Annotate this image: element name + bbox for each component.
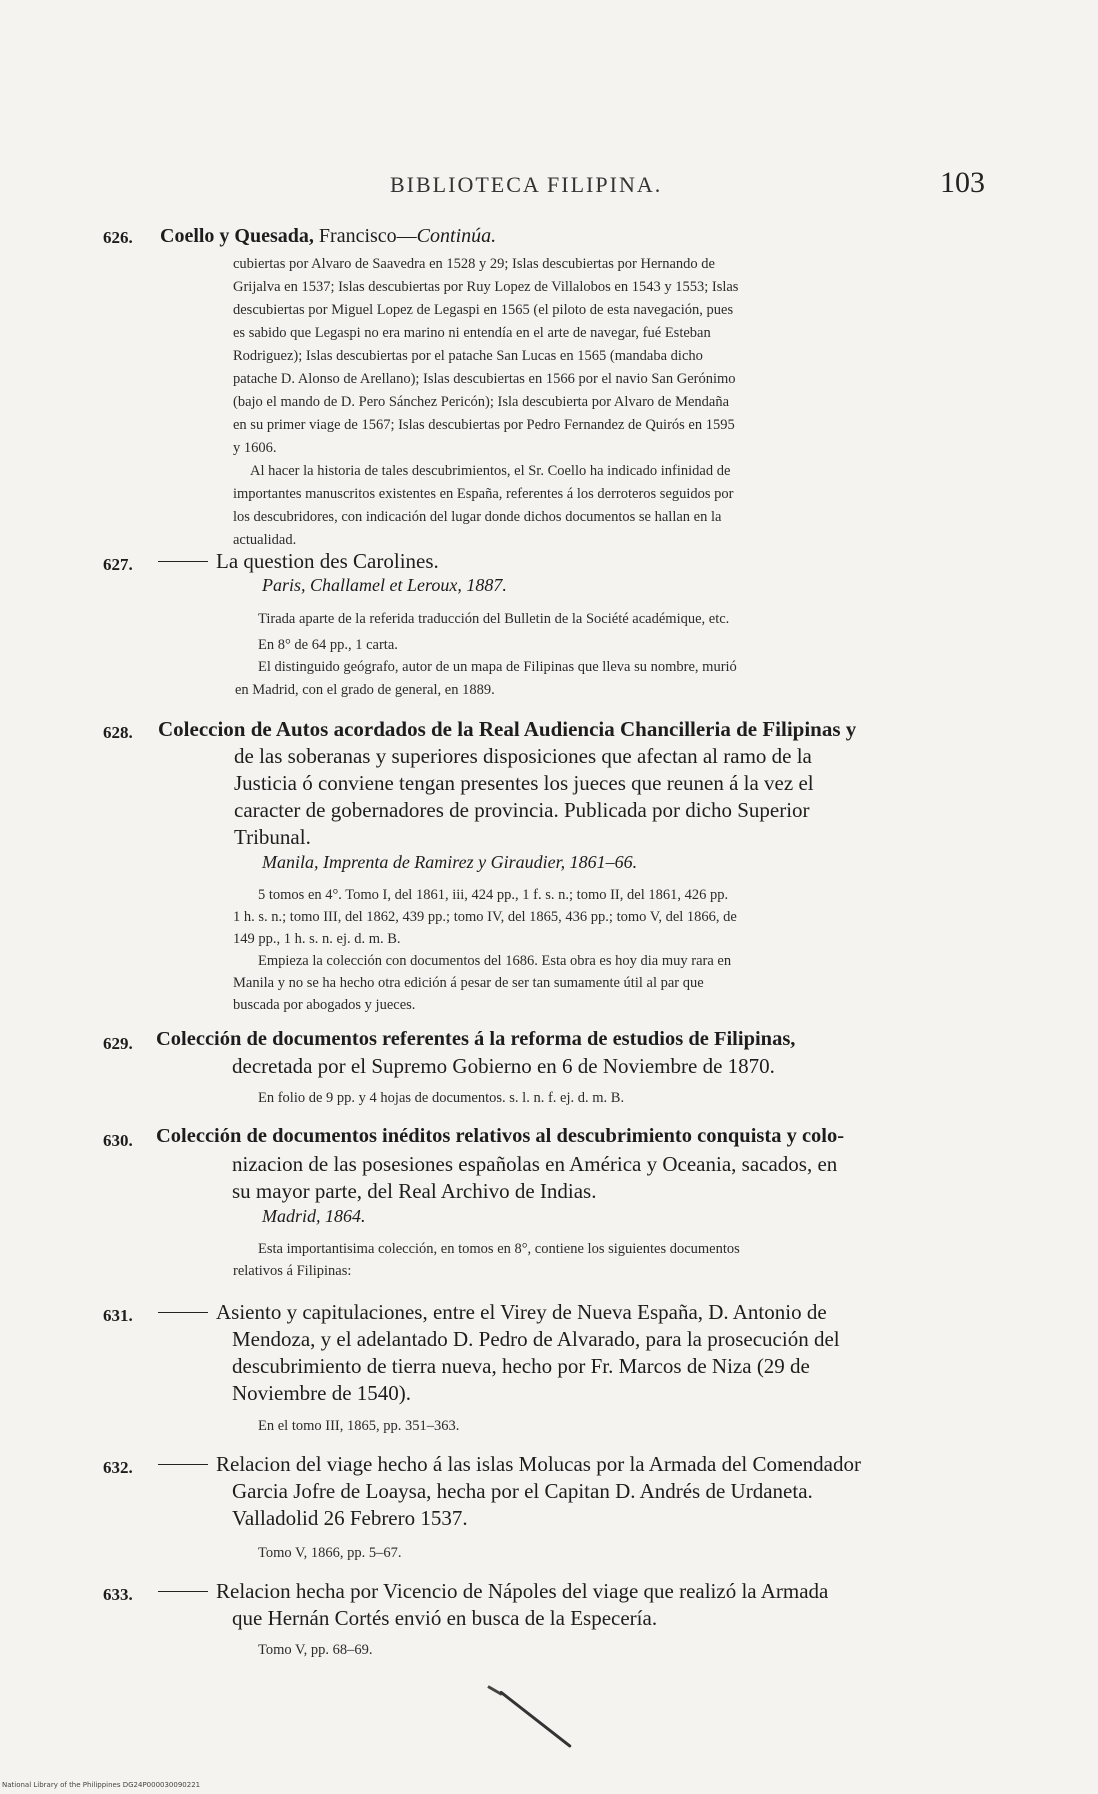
title-text: La question des Carolines. [216,549,439,573]
note-line: relativos á Filipinas: [233,1263,352,1279]
imprint: Madrid, 1864. [262,1206,366,1226]
note-line: Tomo V, 1866, pp. 5–67. [258,1545,402,1561]
note-line: En folio de 9 pp. y 4 hojas de documentos. s. l. n. f. ej. d. m. B. [258,1090,625,1106]
text-line [158,1300,827,1325]
text-line: Rodriguez); Islas descubiertas por el patache San Lucas en 1565 (mandaba dicho [233,348,703,364]
running-head: BIBLIOTECA FILIPINA. [390,172,663,197]
text-line: Garcia Jofre de Loaysa, hecha por el Capitan D. Andrés de Urdaneta. [232,1479,813,1503]
author-given: Francisco— [318,225,417,247]
note-line: Esta importantisima colección, en tomos en 8°, contiene los siguientes documentos [258,1241,740,1257]
note-line: Empieza la colección con documentos del 1686. Esta obra es hoy dia muy rara en [258,953,732,969]
note-line: El distinguido geógrafo, autor de un mapa de Filipinas que lleva su nombre, murió [258,659,737,675]
text-line: Valladolid 26 Febrero 1537. [232,1506,468,1530]
text-line: Grijalva en 1537; Islas descubiertas por Ruy Lopez de Villalobos en 1543 y 1553; Islas [233,279,739,295]
entry-number: 631. [103,1306,133,1325]
note-line: 1 h. s. n.; tomo III, del 1862, 439 pp.; tomo IV, del 1865, 436 pp.; tomo V, del 1866, de [233,909,737,925]
text-line: actualidad. [233,532,297,548]
note-line: Tirada aparte de la referida traducción del Bulletin de la Société académique, etc. [258,611,730,627]
entry-number: 630. [103,1131,133,1150]
author-name: Coello y Quesada, [160,225,314,247]
ink-mark [499,1690,572,1748]
library-watermark: National Library of the Philippines DG24P000030090221 [2,1781,201,1789]
entry-number: 628. [103,723,133,742]
text-line: cubiertas por Alvaro de Saavedra en 1528 y 29; Islas descubiertas por Hernando de [233,256,715,272]
text-line [158,1579,828,1604]
entry-title [158,549,439,574]
text-line: Coleccion de Autos acordados de la Real Audiencia Chancilleria de Filipinas y [158,717,857,741]
entry-number: 632. [103,1458,133,1477]
ditto-dash [158,561,208,562]
text-line: (bajo el mando de D. Pero Sánchez Pericón); Isla descubierta por Alvaro de Mendaña [233,394,730,410]
text-line: los descubridores, con indicación del lugar donde dichos documentos se hallan en la [233,509,722,525]
continua-label: Continúa. [416,225,497,247]
text-line: caracter de gobernadores de provincia. Publicada por dicho Superior [234,798,810,822]
imprint: Paris, Challamel et Leroux, 1887. [262,575,507,595]
page-number: 103 [940,166,985,199]
text-line: importantes manuscritos existentes en España, referentes á los derroteros seguidos por [233,486,734,502]
text-line: Tribunal. [234,825,311,849]
text-line: Al hacer la historia de tales descubrimientos, el Sr. Coello ha indicado infinidad de [250,463,731,479]
note-line: Tomo V, pp. 68–69. [258,1642,373,1658]
text-line: Justicia ó conviene tengan presentes los jueces que reunen á la vez el [234,771,814,795]
ditto-dash [158,1312,208,1313]
note-line: En el tomo III, 1865, pp. 351–363. [258,1418,460,1434]
ditto-dash [158,1591,208,1592]
text-line: patache D. Alonso de Arellano); Islas descubiertas en 1566 por el navio San Gerónimo [233,371,736,387]
text-line: descubiertas por Miguel Lopez de Legaspi en 1565 (el piloto de esta navegación, pues [233,302,734,318]
text-line: de las soberanas y superiores disposiciones que afectan al ramo de la [234,744,812,768]
entry-heading [160,225,496,248]
entry-number: 627. [103,555,133,574]
note-line: buscada por abogados y jueces. [233,997,416,1013]
text-line: Colección de documentos inéditos relativos al descubrimiento conquista y colo- [156,1125,845,1147]
note-line: en Madrid, con el grado de general, en 1889. [235,682,495,698]
note-line: En 8° de 64 pp., 1 carta. [258,637,398,653]
text-line: es sabido que Legaspi no era marino ni entendía en el arte de navegar, fué Esteban [233,325,711,341]
title-text: Asiento y capitulaciones, entre el Virey de Nueva España, D. Antonio de [216,1300,827,1324]
entry-number: 629. [103,1034,133,1053]
note-line: 5 tomos en 4°. Tomo I, del 1861, iii, 424 pp., 1 f. s. n.; tomo II, del 1861, 426 pp. [258,887,729,903]
text-line: nizacion de las posesiones españolas en América y Oceania, sacados, en [232,1152,838,1176]
title-text: Relacion del viage hecho á las islas Molucas por la Armada del Comendador [216,1452,861,1476]
text-line: en su primer viage de 1567; Islas descubiertas por Pedro Fernandez de Quirós en 1595 [233,417,735,433]
text-line: Colección de documentos referentes á la reforma de estudios de Filipinas, [156,1028,796,1050]
title-text: Relacion hecha por Vicencio de Nápoles del viage que realizó la Armada [216,1579,829,1603]
text-line: que Hernán Cortés envió en busca de la Especería. [232,1606,658,1630]
imprint: Manila, Imprenta de Ramirez y Giraudier, 1861–66. [262,852,638,872]
text-line: y 1606. [233,440,277,456]
entry-number: 633. [103,1585,133,1604]
note-line: Manila y no se ha hecho otra edición á pesar de ser tan sumamente útil al par que [233,975,704,991]
text-line: Mendoza, y el adelantado D. Pedro de Alvarado, para la prosecución del [232,1327,840,1351]
text-line [158,1452,861,1477]
text-line: descubrimiento de tierra nueva, hecho por Fr. Marcos de Niza (29 de [232,1354,810,1378]
text-line: decretada por el Supremo Gobierno en 6 de Noviembre de 1870. [232,1054,775,1078]
ditto-dash [158,1464,208,1465]
text-line: su mayor parte, del Real Archivo de Indias. [232,1179,597,1203]
text-line: Noviembre de 1540). [232,1381,412,1405]
entry-number: 626. [103,228,133,247]
note-line: 149 pp., 1 h. s. n. ej. d. m. B. [233,931,401,947]
